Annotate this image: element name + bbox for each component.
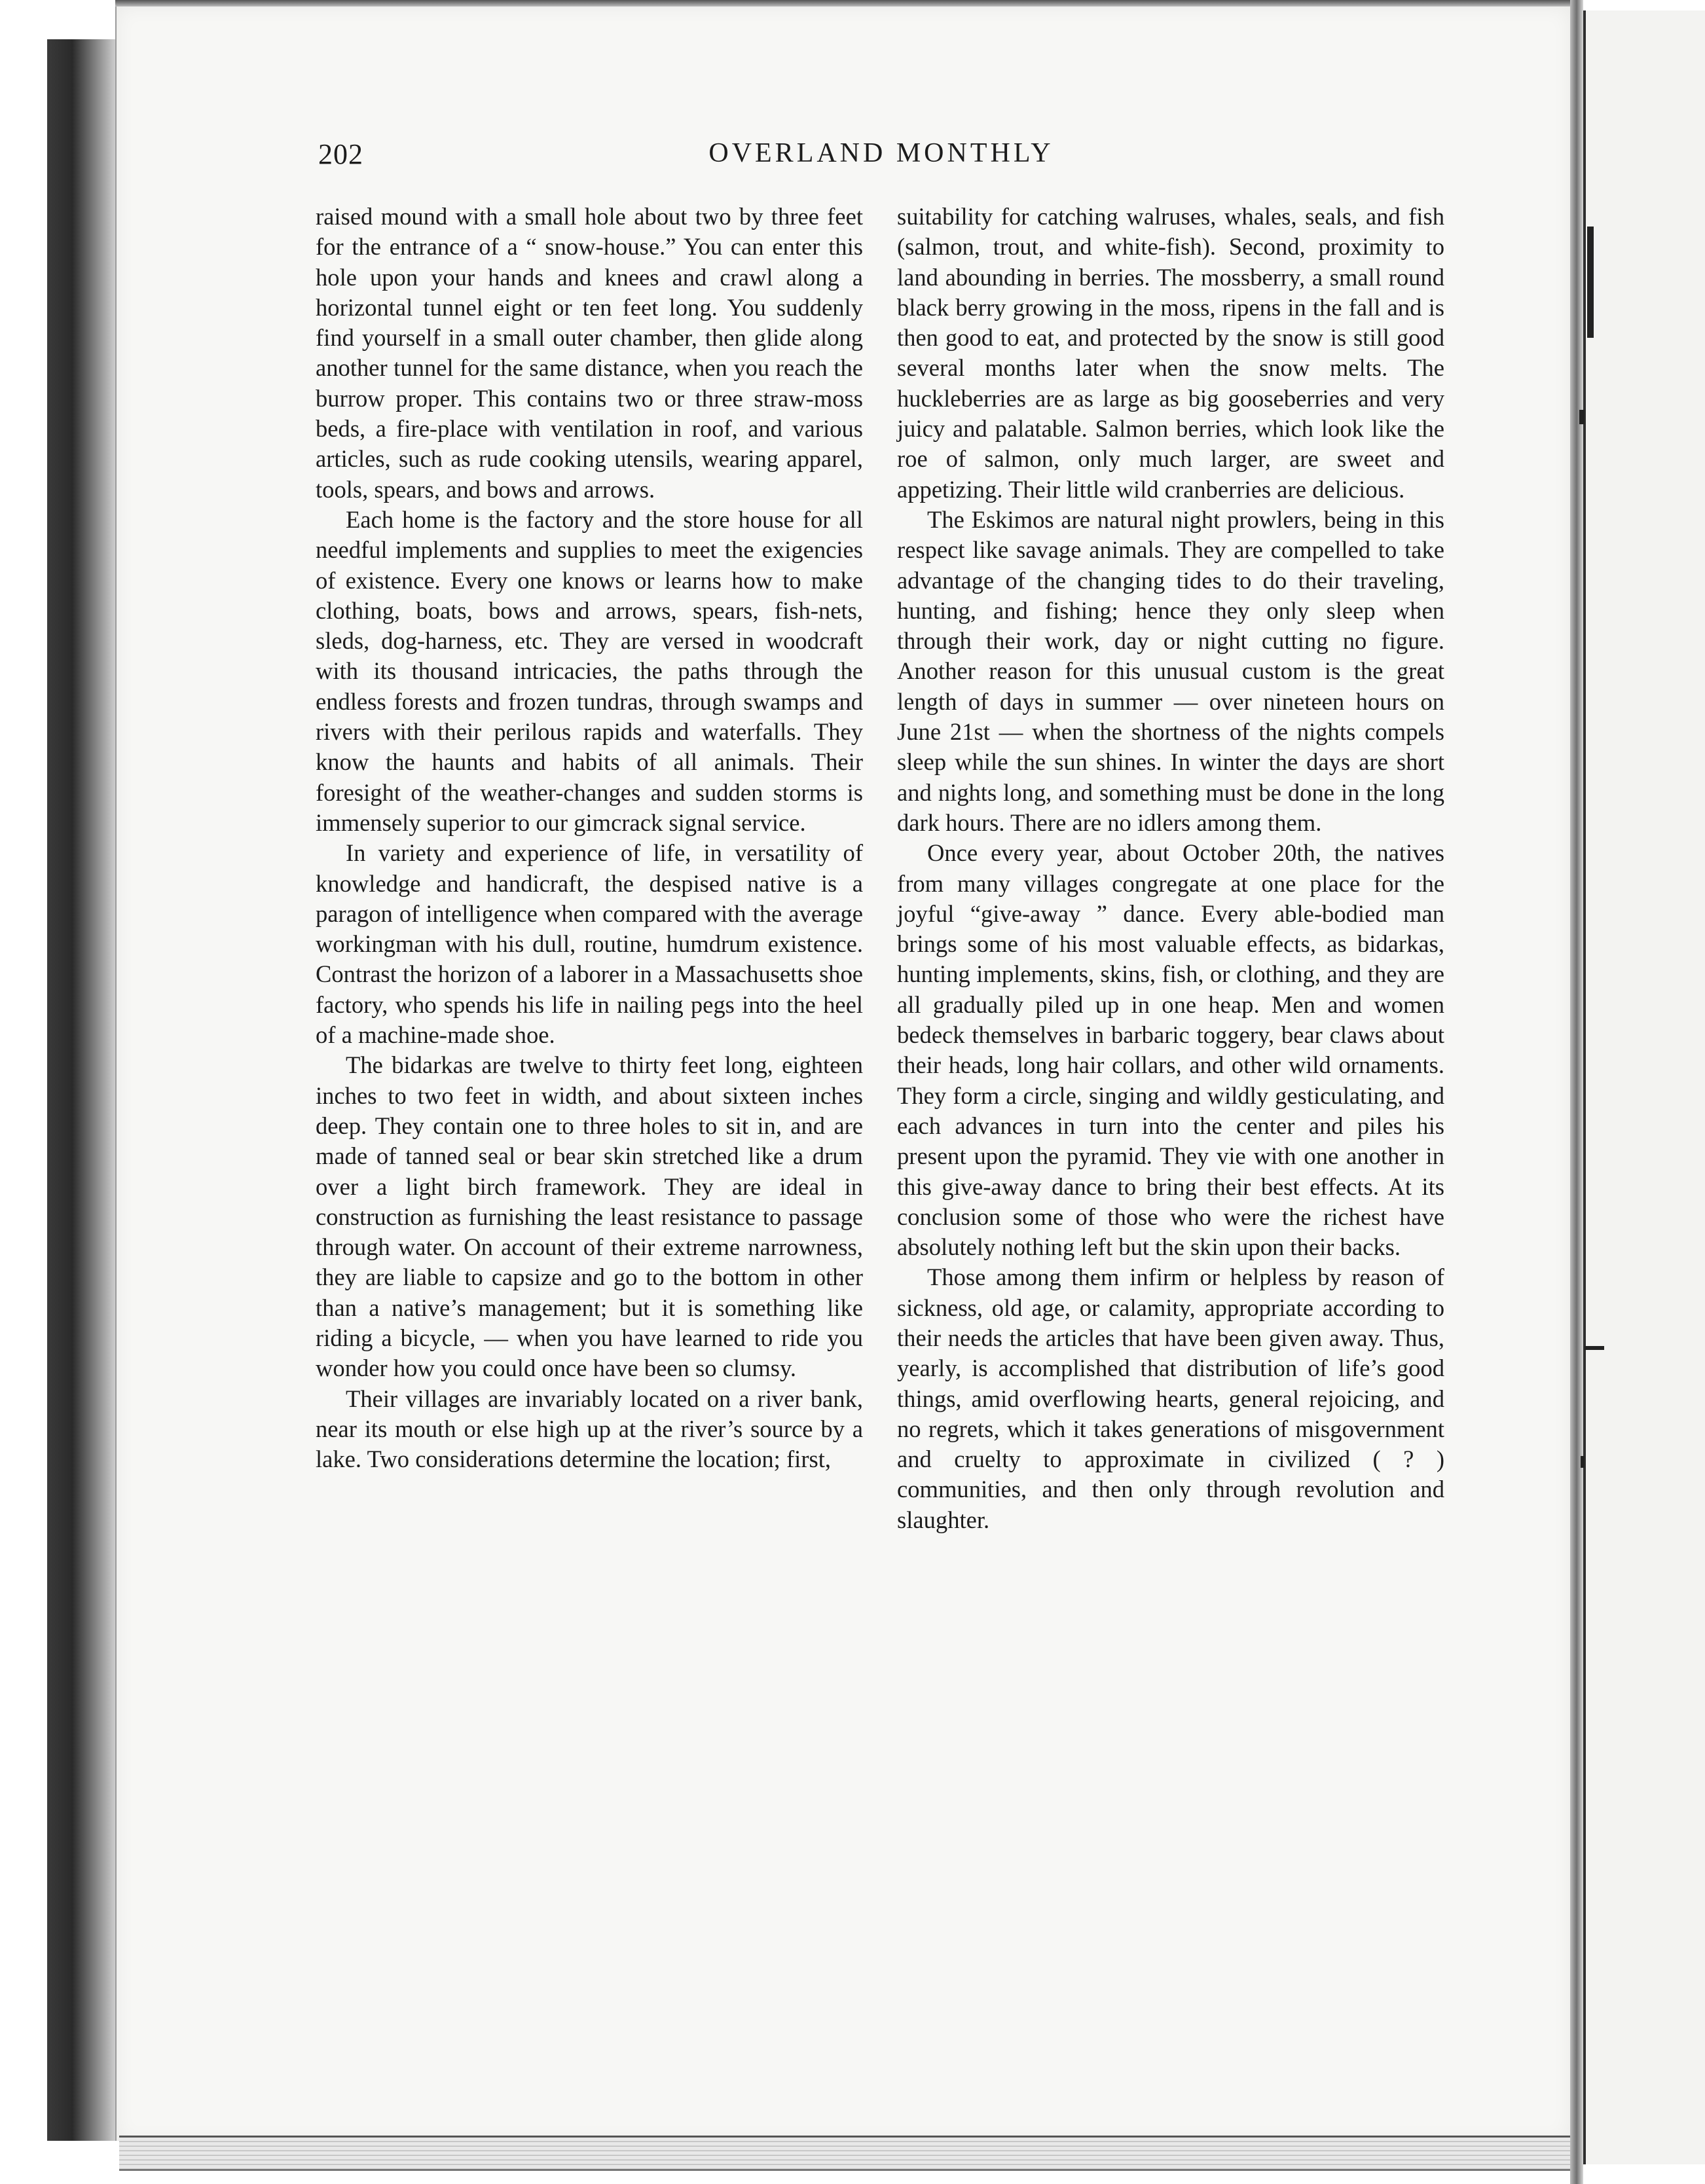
facing-page-mark [1579,410,1585,424]
running-title: OVERLAND MONTHLY [708,138,1054,168]
paragraph: The Eskimos are natural night prowlers, being in this respect like savage animals. They are compelled to take advantage of the changing tides to do their traveling, hunting, and fishing; hence they only sleep when through their work, day or night cutting no figure. Another reason for this unusual custom is the great length of days in summer — over nineteen hours on June 21st — when the shortness of the nights compels sleep while the sun shines. In winter the days are short and nights long, and something must be done in the long dark hours. There are no idlers among them. [897,505,1444,836]
page-header [318,137,1444,177]
book-gutter [1570,0,1583,2184]
paragraph: Each home is the factory and the store house for all needful implements and supplies to meet the exigencies of existence. Every one knows or learns how to make clothing, boats, bows and arrows, spears, fish-nets, sleds, dog-harness, etc. They are versed in woodcraft with its thousand intricacies, the paths through the endless forests and frozen tundras, through swamps and rivers with their perilous rapids and waterfalls. They know the haunts and habits of all animals. Their foresight of the weather-changes and sudden storms is immensely superior to our gimcrack signal service. [316,505,863,836]
facing-page-mark [1587,227,1594,338]
facing-page-edge [1583,10,1705,2164]
paragraph: Once every year, about October 20th, the natives from many villages congregate at one place for the joyful “give-away ” dance. Every able-bodied man brings some of his most valuable effects, as bidarkas, hunting implements, skins, fish, or clothing, and they are all gradually piled up in one heap. Men and women bedeck themselves in barbaric toggery, bear claws about their heads, long hair collars, and other wild ornaments. They form a circle, singing and wildly gesticulating, and each advances in turn into the center and piles his present upon the pyramid. They vie with one another in this give-away dance to bring their best effects. At its conclusion some of those who were the richest have absolutely nothing left but the skin upon their backs. [897,839,1444,1261]
page-number: 202 [318,138,363,170]
paragraph: In variety and experience of life, in versatility of knowledge and handicraft, the despised native is a paragon of intelligence when compared with the average workingman with his dull, routine, humdrum existence. Contrast the horizon of a laborer in a Massachusetts shoe factory, who spends his life in nailing pegs into the heel of a machine-made shoe. [316,839,863,1049]
facing-page-mark [1581,1456,1585,1468]
facing-page-mark [1585,1346,1604,1350]
page-stack-edge [119,2136,1570,2171]
left-text-column [316,202,863,1474]
right-text-column [897,202,1444,1535]
paragraph: Those among them infirm or helpless by reason of sickness, old age, or calamity, appropriate according to their needs the articles that have been given away. Thus, yearly, is accomplished that distribution of life’s good things, amid overflowing hearts, general rejoicing, and no regrets, which it takes generations of misgovernment and cruelty to approximate in civilized ( ? ) communities, and then only through revolution and slaughter. [897,1264,1444,1533]
paragraph: Their villages are invariably located on a river bank, near its mouth or else high up at the river’s source by a lake. Two considerations determine the location; first, [316,1385,863,1473]
binding-shadow [47,39,119,2141]
paragraph: The bidarkas are twelve to thirty feet long, eighteen inches to two feet in width, and about sixteen inches deep. They contain one to three holes to sit in, and are made of tanned seal or bear skin stretched like a drum over a light birch framework. They are ideal in construction as furnishing the least resistance to passage through water. On account of their extreme narrowness, they are liable to capsize and go to the bottom in other than a native’s management; but it is something like riding a bicycle, — when you have learned to ride you wonder how you could once have been so clumsy. [316,1051,863,1382]
paragraph: suitability for catching walruses, whales, seals, and fish (salmon, trout, and white-fish). Second, proximity to land abounding in berries. The mossberry, a small round black berry growing in the moss, ripens in the fall and is then good to eat, and protected by the snow is still good several months later when the snow melts. The huckleberries are as large as big gooseberries and very juicy and palatable. Salmon berries, which look like the roe of salmon, only much larger, are sweet and appetizing. Their little wild cranberries are delicious. [897,203,1444,503]
paragraph: raised mound with a small hole about two by three feet for the entrance of a “ snow-house.” You can enter this hole upon your hands and knees and crawl along a horizontal tunnel eight or ten feet long. You suddenly find yourself in a small outer chamber, then glide along another tunnel for the same distance, when you reach the burrow proper. This contains two or three straw-moss beds, a fire-place with ventilation in roof, and various articles, such as rude cooking utensils, wearing apparel, tools, spears, and bows and arrows. [316,203,863,503]
